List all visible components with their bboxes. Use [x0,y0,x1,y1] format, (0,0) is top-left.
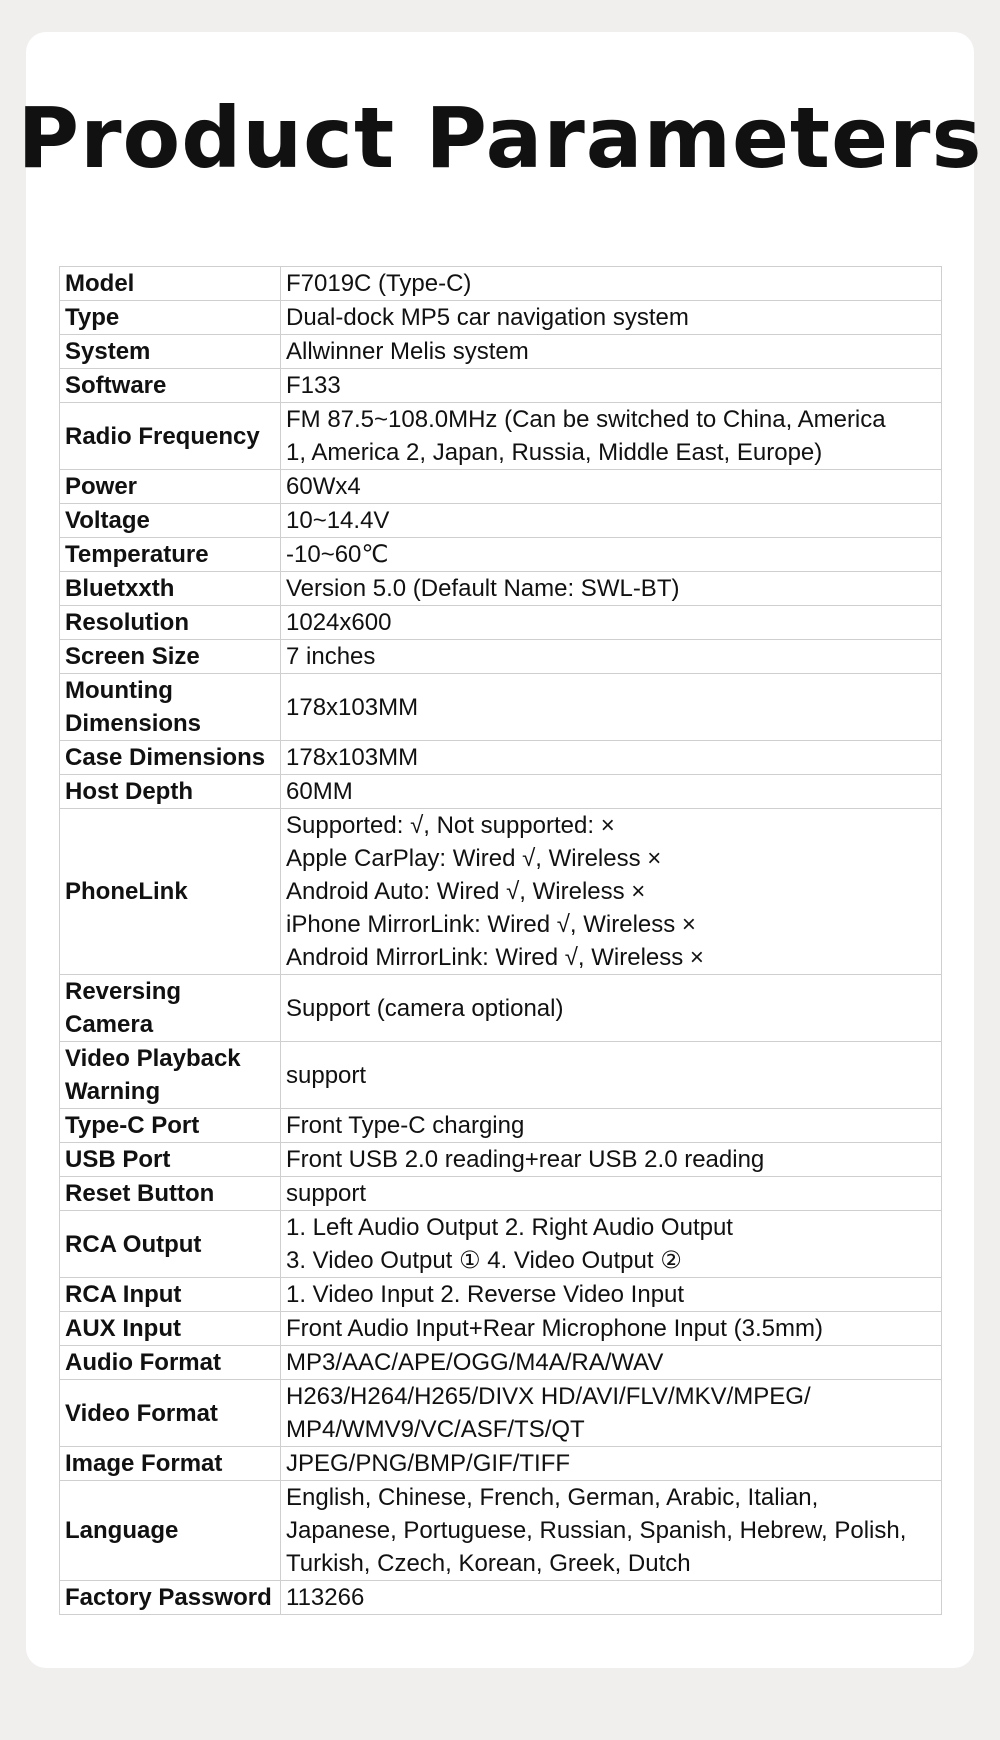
parameter-name: Factory Password [60,1581,281,1615]
parameter-value [281,1109,942,1143]
parameter-value [281,301,942,335]
parameter-name: Voltage [60,504,281,538]
table-row [60,640,942,674]
parameter-value-line: Support (camera optional) [286,994,564,1022]
parameter-value [281,1042,942,1109]
table-row [60,301,942,335]
parameter-value-line: Japanese, Portuguese, Russian, Spanish, Hebrew, Polish, [286,1517,907,1544]
parameter-value [281,1312,942,1346]
parameter-value [281,640,942,674]
parameter-value [281,403,942,470]
parameter-name: Screen Size [60,640,281,674]
parameter-name: Mounting Dimensions [60,674,281,741]
table-row [60,1581,942,1615]
parameter-value-line: Front USB 2.0 reading+rear USB 2.0 reading [286,1146,765,1173]
table-row [60,335,942,369]
table-row [60,1481,942,1581]
parameter-value-line: 60MM [286,778,353,805]
parameter-value-line: H263/H264/H265/DIVX HD/AVI/FLV/MKV/MPEG/ [286,1383,811,1410]
parameter-value-line: Android MirrorLink: Wired √, Wireless × [286,944,704,971]
parameter-value [281,975,942,1042]
parameter-value [281,538,942,572]
parameter-value-line: 178x103MM [286,744,419,771]
parameter-name: Radio Frequency [60,403,281,470]
parameter-value [281,809,942,975]
parameter-value-line: Apple CarPlay: Wired √, Wireless × [286,845,662,872]
parameter-name: RCA Input [60,1278,281,1312]
parameter-value-line: JPEG/PNG/BMP/GIF/TIFF [286,1450,571,1477]
parameter-name: Video Format [60,1380,281,1447]
table-row [60,1177,942,1211]
parameter-value [281,1346,942,1380]
table-row [60,1380,942,1447]
parameter-value-line: Supported: √, Not supported: × [286,812,615,839]
parameter-value [281,1211,942,1278]
parameter-value-line: Allwinner Melis system [286,338,529,365]
parameter-value-line: 7 inches [286,643,376,670]
parameter-value [281,1278,942,1312]
table-row [60,470,942,504]
table-row [60,809,942,975]
parameter-name: PhoneLink [60,809,281,975]
parameter-value-line: FM 87.5~108.0MHz (Can be switched to China, America [286,406,886,433]
parameter-value-line: -10~60℃ [286,541,389,568]
parameter-name: Reset Button [60,1177,281,1211]
table-row [60,504,942,538]
parameters-table [59,266,942,1615]
table-row [60,1143,942,1177]
table-row [60,1447,942,1481]
table-row [60,975,942,1042]
table-row [60,1109,942,1143]
parameter-value [281,470,942,504]
parameter-value-line: support [286,1061,367,1089]
parameter-value-line: support [286,1180,367,1207]
parameter-value [281,1581,942,1615]
table-row [60,1211,942,1278]
parameter-value-line: 178x103MM [286,693,419,721]
parameter-value [281,1143,942,1177]
parameter-value [281,267,942,301]
parameter-value-line: F7019C (Type-C) [286,270,472,297]
parameter-name: Reversing Camera [60,975,281,1042]
parameter-name: Model [60,267,281,301]
parameters-table-body [60,267,942,1615]
page-title: Product Parameters [17,89,983,187]
parameter-value [281,369,942,403]
parameter-value [281,775,942,809]
parameter-name: Image Format [60,1447,281,1481]
table-row [60,606,942,640]
parameter-value-line: iPhone MirrorLink: Wired √, Wireless × [286,911,696,938]
parameter-value-line: 1, America 2, Japan, Russia, Middle East, Europe) [286,439,823,466]
parameter-value [281,1177,942,1211]
parameter-value-line: Version 5.0 (Default Name: SWL-BT) [286,575,680,602]
parameter-name: Temperature [60,538,281,572]
table-row [60,741,942,775]
parameter-name: USB Port [60,1143,281,1177]
parameter-name: Case Dimensions [60,741,281,775]
parameter-name: Type [60,301,281,335]
parameter-value [281,1380,942,1447]
parameter-value [281,674,942,741]
parameter-value-line: 1. Video Input 2. Reverse Video Input [286,1281,685,1308]
parameter-value-line: 113266 [286,1584,365,1611]
parameter-value [281,741,942,775]
parameter-name: Host Depth [60,775,281,809]
table-row [60,674,942,741]
parameter-name: Type-C Port [60,1109,281,1143]
table-row [60,775,942,809]
parameter-name: Power [60,470,281,504]
parameter-value-line: 1. Left Audio Output 2. Right Audio Output [286,1214,733,1241]
parameter-name: Language [60,1481,281,1581]
parameter-name: System [60,335,281,369]
table-row [60,369,942,403]
parameter-value [281,504,942,538]
table-row [60,538,942,572]
parameter-value [281,572,942,606]
parameter-name: AUX Input [60,1312,281,1346]
parameter-name: RCA Output [60,1211,281,1278]
parameter-value-line: MP4/WMV9/VC/ASF/TS/QT [286,1416,585,1443]
parameter-name: Resolution [60,606,281,640]
table-row [60,267,942,301]
parameter-value-line: 1024x600 [286,609,392,636]
parameter-value-line: Front Audio Input+Rear Microphone Input (3.5mm) [286,1315,823,1342]
parameter-name: Bluetxxth [60,572,281,606]
parameter-value-line: MP3/AAC/APE/OGG/M4A/RA/WAV [286,1349,664,1376]
parameter-value [281,606,942,640]
parameter-value-line: Dual-dock MP5 car navigation system [286,304,689,331]
table-row [60,1042,942,1109]
parameter-value [281,1447,942,1481]
parameter-value [281,1481,942,1581]
parameter-value-line: 3. Video Output ① 4. Video Output ② [286,1247,682,1274]
parameter-value-line: F133 [286,372,341,399]
table-row [60,403,942,470]
table-row [60,572,942,606]
parameter-value [281,335,942,369]
parameter-value-line: Front Type-C charging [286,1112,525,1139]
parameter-value-line: Turkish, Czech, Korean, Greek, Dutch [286,1550,691,1577]
table-row [60,1312,942,1346]
parameter-name: Video Playback Warning [60,1042,281,1109]
parameter-value-line: English, Chinese, French, German, Arabic, Italian, [286,1484,819,1511]
parameter-value-line: 60Wx4 [286,473,361,500]
parameter-value-line: 10~14.4V [286,507,390,534]
table-row [60,1346,942,1380]
parameter-name: Software [60,369,281,403]
parameter-value-line: Android Auto: Wired √, Wireless × [286,878,646,905]
parameter-name: Audio Format [60,1346,281,1380]
table-row [60,1278,942,1312]
